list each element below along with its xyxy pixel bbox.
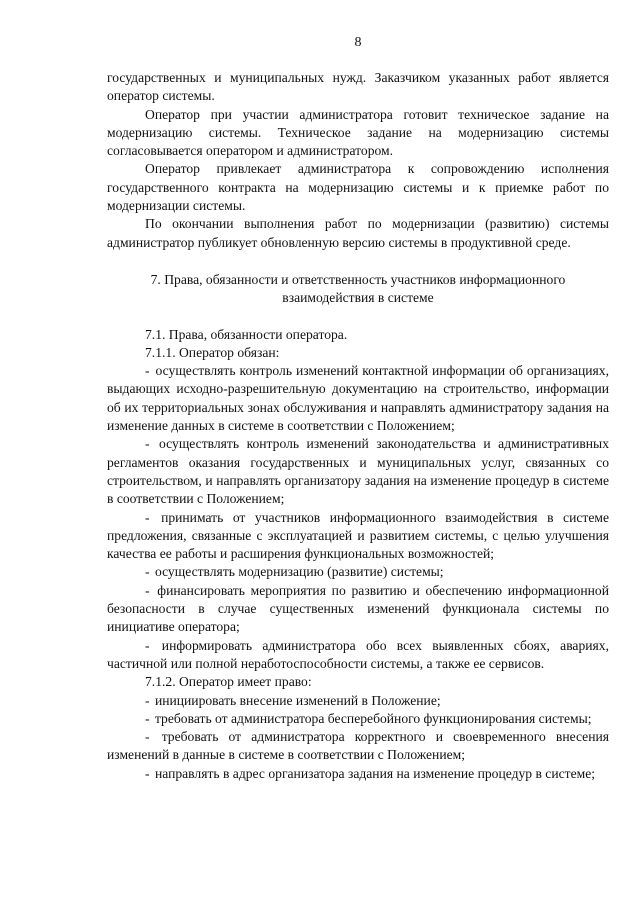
list-item [107, 728, 609, 765]
paragraph-continuation: государственных и муниципальных нужд. Заказчиком указанных работ является оператор системы. [107, 70, 609, 104]
list-item [107, 637, 609, 674]
dash-marker: - [145, 637, 150, 653]
list-item [107, 435, 609, 508]
obligations-title: 7.1.1. Оператор обязан: [145, 344, 280, 360]
list-item-text: инициировать внесение изменений в Положение; [154, 692, 441, 708]
list-item [107, 509, 609, 564]
document-page [107, 34, 609, 783]
dash-marker: - [145, 509, 150, 525]
list-item-text: требовать от администратора корректного и своевременного внесения изменений в данные в системе в соответствии с Положением; [107, 729, 609, 763]
obligations-list [107, 362, 609, 673]
list-item-text: осуществлять модернизацию (развитие) системы; [154, 564, 444, 580]
dash-marker: - [145, 363, 150, 379]
list-item [107, 710, 609, 728]
dash-marker: - [145, 436, 150, 452]
page-number: 8 [354, 35, 362, 50]
list-item [107, 582, 609, 637]
rights-title: 7.1.2. Оператор имеет право: [145, 674, 312, 690]
dash-marker: - [145, 710, 150, 726]
list-item-text: требовать от администратора бесперебойного функционирования системы; [154, 710, 592, 726]
list-item-text: принимать от участников информационного взаимодействия в системе предложения, связанные с эксплуатацией и развитием системы, с целью улучшения качества ее работы и расширения функциональных возможностей; [107, 509, 609, 562]
dash-marker: - [145, 582, 150, 598]
paragraph: Оператор привлекает администратора к сопровождению исполнения государственного контракта на модернизацию системы и к приемке работ по модернизации системы. [107, 161, 609, 214]
paragraph: Оператор при участии администратора готовит техническое задание на модернизацию системы. Техническое задание на модернизацию системы согласовывается оператором и администратором. [107, 106, 609, 159]
list-item-text: направлять в адрес организатора задания на изменение процедур в системе; [154, 765, 596, 781]
list-item-text: информировать администратора обо всех выявленных сбоях, авариях, частичной или полной неработоспособности системы, а также ее сервисов. [107, 637, 609, 671]
dash-marker: - [145, 692, 150, 708]
list-item-text: финансировать мероприятия по развитию и обеспечению информационной безопасности в случае существенных изменений функционала системы по инициативе оператора; [107, 582, 609, 635]
dash-marker: - [145, 729, 150, 745]
rights-list [107, 692, 609, 783]
list-item [107, 563, 609, 581]
dash-marker: - [145, 765, 150, 781]
list-item-text: осуществлять контроль изменений контактной информации об организациях, выдающих исходно-разрешительную документацию на строительство, информации об их территориальных зонах обслуживания и направлять администратору задания на изменение данных в системе в соответствии с Положением; [107, 363, 610, 434]
subsection-title: 7.1. Права, обязанности оператора. [145, 326, 348, 342]
list-item-text: осуществлять контроль изменений законодательства и административных регламентов оказания государственных и муниципальных услуг, связанных со строительством, и направлять организатору задания на изменение процедур в системе в соответствии с Положением; [107, 436, 609, 507]
list-item [107, 362, 609, 435]
list-item [107, 765, 609, 783]
list-item [107, 692, 609, 710]
section-heading: 7. Права, обязанности и ответственность участников информационного взаимодействия в системе [150, 271, 566, 306]
dash-marker: - [145, 564, 150, 580]
paragraph: По окончании выполнения работ по модернизации (развитию) системы администратор публикует обновленную версию системы в продуктивной среде. [107, 216, 609, 250]
